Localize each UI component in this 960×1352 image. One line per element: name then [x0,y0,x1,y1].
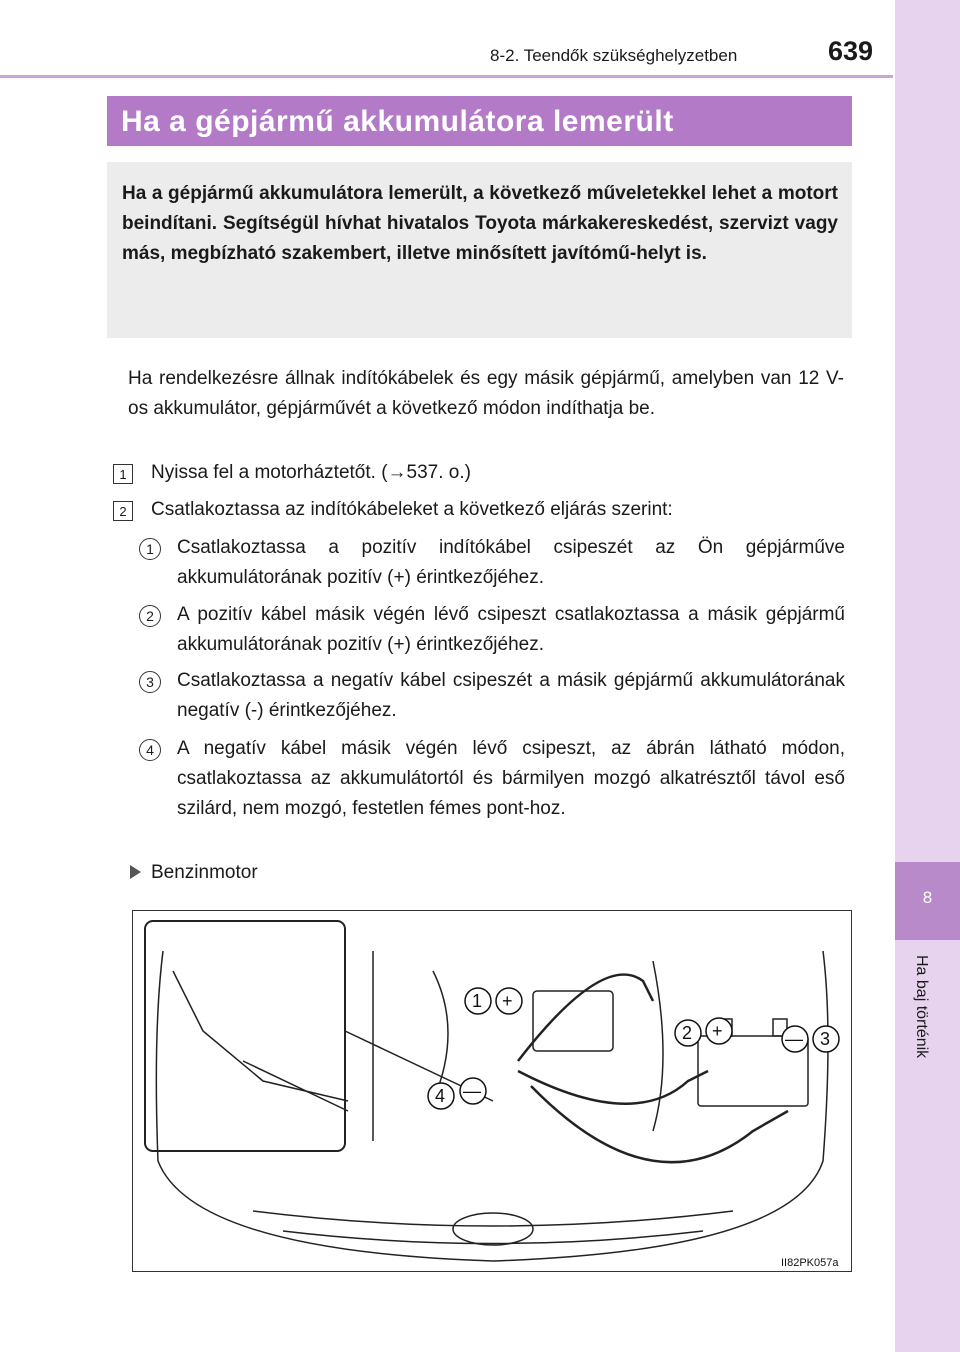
callout-3: 3 [820,1029,831,1049]
title-bar [107,96,852,146]
callout-4: 4 [435,1086,446,1106]
info-text: Ha a gépjármű akkumulátora lemerült, a következő műveletekkel lehet a motort beindítani. Segítségül hívhat hivatalos Toyota márkakereskedést, szervizt vagy más, megbízható szakembert, illetve minősített javítómű-helyt is. [122,183,838,264]
step-text: Nyissa fel a motorháztetőt. (→537. o.) [151,462,471,483]
plus-symbol-2: + [712,1021,723,1041]
page-number: 639 [828,36,874,66]
header-rule [0,75,893,78]
intro-paragraph: Ha rendelkezésre állnak indítókábelek és egy másik gépjármű, amelyben van 12 V-os akkumulátor, gépjárművét a következő módon indíthatja be. [128,368,844,419]
callout-2: 2 [682,1023,693,1043]
engine-jumpstart-figure [132,910,852,1272]
substep-text: A pozitív kábel másik végén lévő csipeszt csatlakoztassa a másik gépjármű akkumulátorának pozitív (+) érintkezőjéhez. [177,604,845,655]
triangle-bullet-icon [130,865,141,879]
info-box [107,162,852,338]
plus-symbol-1: + [502,991,513,1011]
chapter-title: Ha baj történik [913,955,930,1059]
figure-code: II82PK057a [781,1257,839,1269]
step-number-box: 2 [113,501,133,521]
step-text: Csatlakoztassa az indítókábeleket a következő eljárás szerint: [151,499,673,520]
substep-text: A negatív kábel másik végén lévő csipeszt, az ábrán látható módon, csatlakoztassa az akkumulátortól és bármilyen mozgó alkatrésztől távol eső szilárd, nem mozgó, festetlen fémes pont-hoz. [177,738,845,819]
callout-1: 1 [472,991,483,1011]
substep-number: 4 [139,739,161,761]
step-number-box: 1 [113,464,133,484]
page-title: Ha a gépjármű akkumulátora lemerült [121,105,674,138]
substep-number: 2 [139,605,161,627]
minus-symbol-3: — [785,1029,803,1049]
substep-text: Csatlakoztassa a negatív kábel csipeszét a másik gépjármű akkumulátorának negatív (-) érintkezőjéhez. [177,670,845,721]
section-label: 8-2. Teendők szükséghelyzetben [490,46,738,65]
bullet-item [130,858,258,888]
substep-number: 3 [139,671,161,693]
bullet-text: Benzinmotor [151,862,258,883]
substep-number: 1 [139,538,161,560]
minus-symbol-4: — [463,1081,481,1101]
side-tab [895,0,960,1352]
figure-illustration [133,911,851,1271]
substep-text: Csatlakoztassa a pozitív indítókábel csipeszét az Ön gépjárműve akkumulátorának pozitív (+) érintkezőjéhez. [177,537,845,588]
chapter-number: 8 [922,888,933,907]
